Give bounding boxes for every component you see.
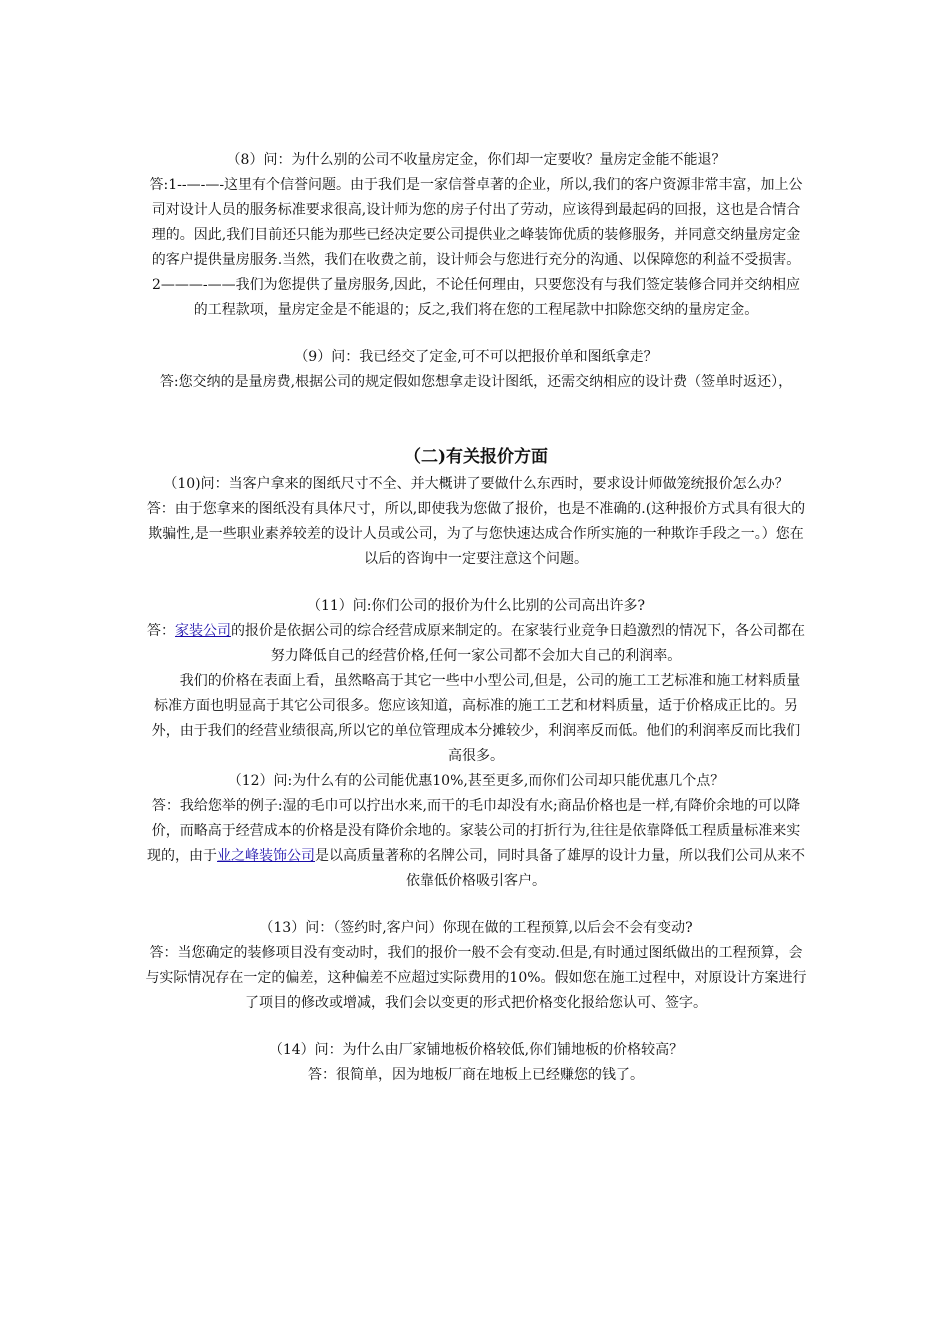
q11-answer [145,619,807,669]
q9-answer: 答:您交纳的是量房费,根据公司的规定假如您想拿走设计图纸，还需交纳相应的设计费（签单时返还）， [159,374,793,390]
document-body [145,148,807,1088]
q13-question: （13）问：（签约时,客户问）你现在做的工程预算,以后会不会有变动? [259,920,693,936]
q9-question: （9）问：我已经交了定金,可不可以把报价单和图纸拿走？ [294,349,658,365]
q12-question: （12）问:为什么有的公司能优惠10%,甚至更多,而你们公司却只能优惠几个点？ [227,773,725,789]
q12-answer-prefix: 答：我给您举的例子:湿的毛巾可以拧出水来,而干的毛巾却没有水;商品价格也是一样,有降价余地的可以降价，而略高于经营成本的价格是没有降价余地的。家装公司的打折行为,往往是依靠降低工程质量标准来实现的，由于 [147,798,801,864]
q8-answer-1: 答:1--—-—-这里有个信誉问题。由于我们是一家信誉卓著的企业，所以,我们的客户资源非常丰富，加上公司对设计人员的服务标准要求很高,设计师为您的房子付出了劳动，应该得到最起码的回报，这也是合情合理的。因此,我们目前还只能为那些已经决定要公司提供业之峰装饰优质的装修服务，并同意交纳量房定金的客户提供量房服务.当然，我们在收费之前，设计师会与您进行充分的沟通、以保障您的利益不受损害。 [149,177,803,268]
section-heading-pricing: （二)有关报价方面 [403,447,549,467]
q12-answer [145,794,807,894]
q11-answer-prefix: 答： [147,623,175,639]
q8-question: （8）问：为什么别的公司不收量房定金，你们却一定要收？量房定金能不能退？ [226,152,726,168]
home-decoration-company-link[interactable]: 家装公司 [175,623,231,639]
yezhifeng-decoration-link[interactable]: 业之峰装饰公司 [217,848,315,864]
q14-answer: 答：很简单，因为地板厂商在地板上已经赚您的钱了。 [308,1067,644,1083]
q14-question: （14）问：为什么由厂家铺地板价格较低,你们铺地板的价格较高？ [268,1042,684,1058]
q11-paragraph-2: 我们的价格在表面上看，虽然略高于其它一些中小型公司,但是，公司的施工工艺标准和施工材料质量标准方面也明显高于其它公司很多。您应该知道，高标准的施工工艺和材料质量，适于价格成正比的。另外，由于我们的经营业绩很高,所以它的单位管理成本分摊较少，利润率反而低。他们的利润率反而比我们高很多。 [151,673,801,764]
q11-answer-rest: 的报价是依据公司的综合经营成原来制定的。在家装行业竞争日趋激烈的情况下，各公司都在努力降低自己的经营价格,任何一家公司都不会加大自己的利润率。 [231,623,805,664]
q8-answer-2: 2———-——我们为您提供了量房服务,因此，不论任何理由，只要您没有与我们签定装修合同并交纳相应的工程款项，量房定金是不能退的；反之,我们将在您的工程尾款中扣除您交纳的量房定金。 [151,277,801,318]
q12-answer-rest: 是以高质量著称的名牌公司，同时具备了雄厚的设计力量，所以我们公司从来不依靠低价格吸引客户。 [315,848,805,889]
q13-answer: 答：当您确定的装修项目没有变动时，我们的报价一般不会有变动.但是,有时通过图纸做出的工程预算，会与实际情况存在一定的偏差，这种偏差不应超过实际费用的10%。假如您在施工过程中，对原设计方案进行了项目的修改或增减，我们会以变更的形式把价格变化报给您认可、签字。 [145,945,807,1011]
q10-question: （10)问：当客户拿来的图纸尺寸不全、并大概讲了要做什么东西时，要求设计师做笼统报价怎么办？ [163,476,789,492]
q11-question: （11）问:你们公司的报价为什么比别的公司高出许多? [306,598,646,614]
q10-answer: 答：由于您拿来的图纸没有具体尺寸，所以,即使我为您做了报价，也是不准确的.(这种报价方式具有很大的欺骗性,是一些职业素养较差的设计人员或公司，为了与您快速达成合作所实施的一种欺诈手段之一。）您在以后的咨询中一定要注意这个问题。 [146,501,806,567]
